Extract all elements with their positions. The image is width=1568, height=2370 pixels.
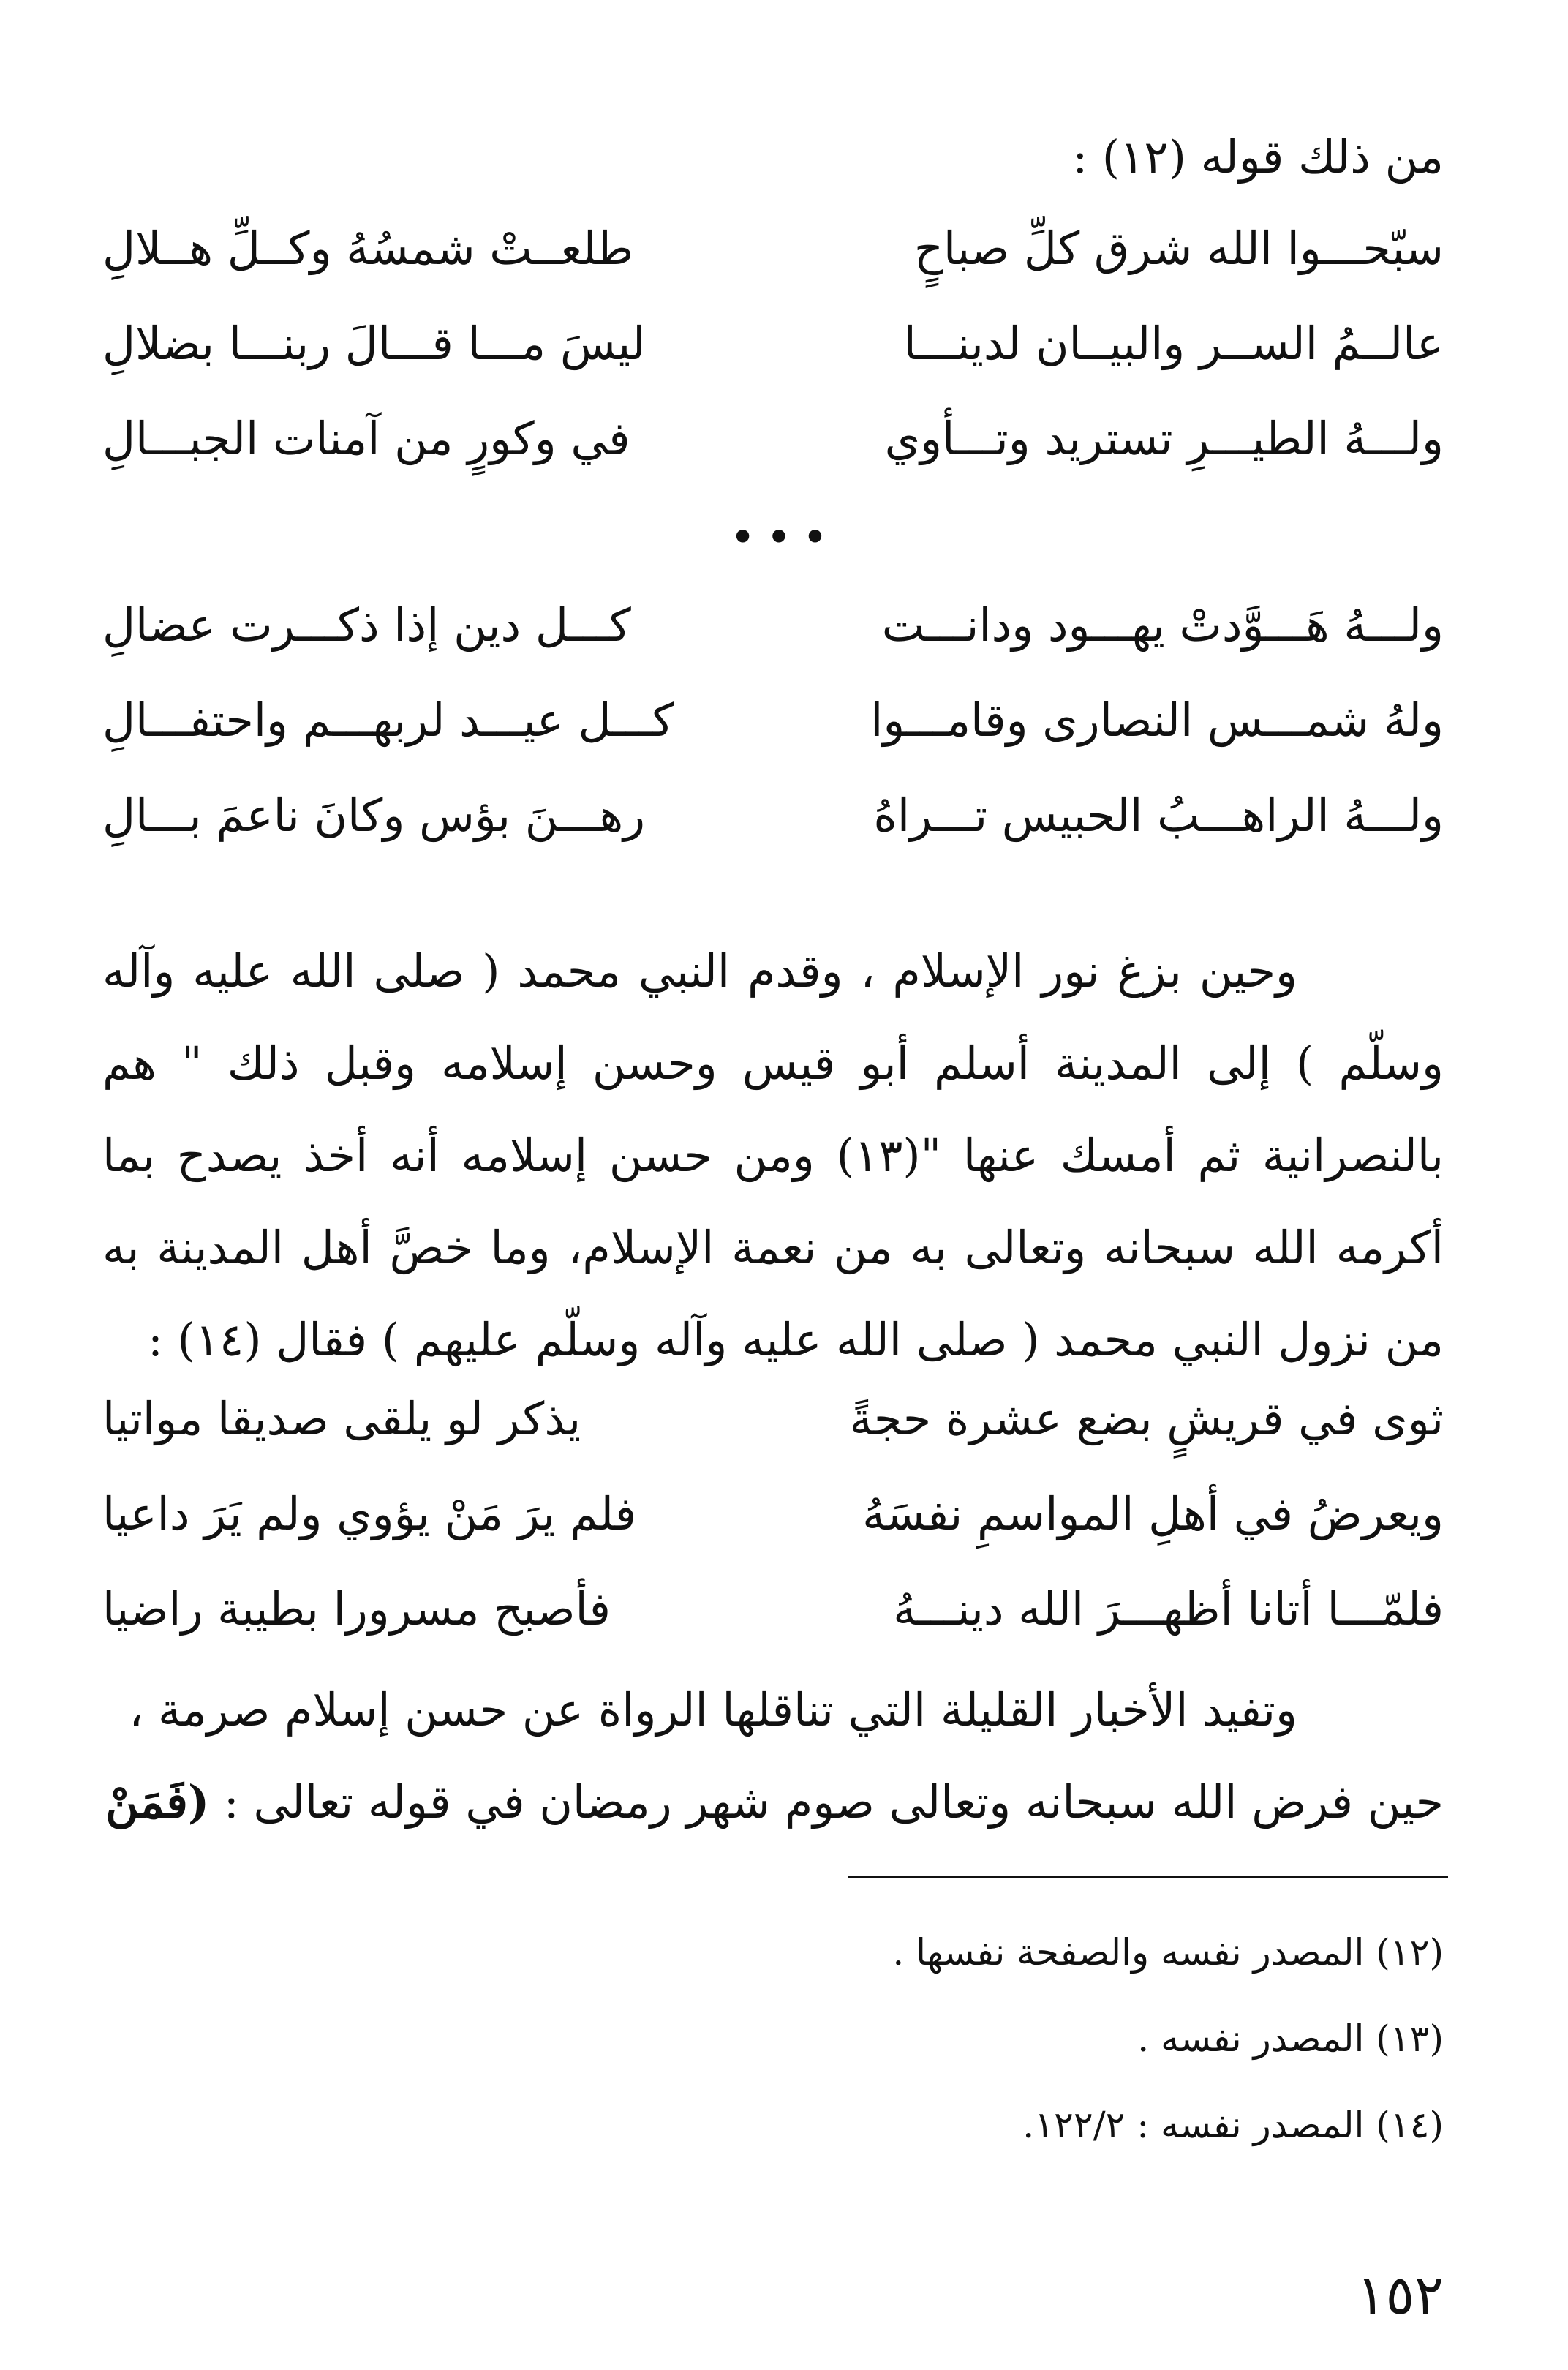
verse-second-hemistich: كـــل عيـــد لربهـــم واحتفـــالِ bbox=[102, 693, 674, 747]
verse-first-hemistich: ويعرضُ في أهلِ المواسمِ نفسَهُ bbox=[862, 1487, 1444, 1540]
footnote-divider bbox=[848, 1876, 1448, 1878]
verse-second-hemistich: فأصبح مسرورا بطيبة راضيا bbox=[102, 1582, 611, 1636]
footnote: (١٢) المصدر نفسه والصفحة نفسها . bbox=[892, 1931, 1444, 1974]
page-number: ١٥٢ bbox=[1356, 2264, 1444, 2327]
body-paragraph bbox=[102, 925, 1444, 1386]
paragraph-text-segment: حين فرض الله سبحانه وتعالى صوم شهر رمضان في قوله تعالى : bbox=[223, 1775, 1444, 1829]
verse-second-hemistich: في وكورٍ من آمنات الجبـــالِ bbox=[102, 412, 630, 465]
verse-line bbox=[102, 596, 1444, 655]
intro-line: من ذلك قوله (١٢) : bbox=[1072, 130, 1444, 184]
verse-line bbox=[102, 1485, 1444, 1543]
verse-line bbox=[102, 786, 1444, 845]
section-separator: ••• bbox=[729, 512, 839, 563]
verse-line bbox=[102, 1390, 1444, 1448]
verse-first-hemistich: سبّحـــوا الله شرق كلِّ صباحٍ bbox=[913, 222, 1444, 275]
verse-first-hemistich: ثوى في قريشٍ بضع عشرة حجةً bbox=[849, 1392, 1444, 1445]
paragraph-text: وحين بزغ نور الإسلام ، وقدم النبي محمد ( صلى الله عليه وآله وسلّم ) إلى المدينة أسلم أبو قيس وحسن إسلامه وقبل ذلك " هم بالنصرانية ثم أمسك عنها "(١٣) ومن حسن إسلامه أنه أخذ يصدح بما أكرمه الله سبحانه وتعالى به من نعمة الإسلام، وما خصَّ أهل المدينة به من نزول النبي محمد ( صلى الله عليه وآله وسلّم عليهم ) فقال (١٤) : bbox=[102, 944, 1444, 1366]
verse-first-hemistich: ولهُ شمـــس النصارى وقامـــوا bbox=[870, 693, 1444, 747]
verse-line bbox=[102, 691, 1444, 750]
verse-first-hemistich: فلمّـــا أتانا أظهـــرَ الله دينـــهُ bbox=[893, 1582, 1444, 1636]
paragraph-text bbox=[102, 1756, 1444, 1848]
verse-second-hemistich: ليسَ مـــا قـــالَ ربنـــا بضلالِ bbox=[102, 317, 646, 370]
verse-second-hemistich: طلعــتْ شمسُهُ وكــلِّ هــلالِ bbox=[102, 222, 634, 275]
verse-second-hemistich: كـــل دين إذا ذكـــرت عضالِ bbox=[102, 598, 631, 652]
verse-second-hemistich: يذكر لو يلقى صديقا مواتيا bbox=[102, 1392, 581, 1445]
body-paragraph bbox=[102, 1664, 1444, 1848]
verse-first-hemistich: ولـــهُ الطيـــرِ تستريد وتـــأوي bbox=[884, 412, 1444, 465]
verse-first-hemistich: ولـــهُ هَـــوَّدتْ يهـــود ودانـــت bbox=[881, 598, 1444, 652]
footnote: (١٤) المصدر نفسه : ١٢٢/٢. bbox=[1022, 2104, 1444, 2146]
verse-first-hemistich: عالــمُ الســر والبيــان لدينـــا bbox=[903, 317, 1444, 370]
paragraph-text: وتفيد الأخبار القليلة التي تناقلها الرواة عن حسن إسلام صرمة ، bbox=[129, 1683, 1297, 1737]
verse-second-hemistich: رهـــنَ بؤس وكانَ ناعمَ بـــالِ bbox=[102, 789, 646, 842]
footnote: (١٣) المصدر نفسه . bbox=[1137, 2017, 1444, 2060]
verse-line bbox=[102, 1580, 1444, 1639]
verse-first-hemistich: ولـــهُ الراهـــبُ الحبيس تـــراهُ bbox=[873, 789, 1444, 842]
quran-quote-start: (فَمَنْ bbox=[105, 1775, 210, 1829]
verse-line bbox=[102, 315, 1444, 373]
footnotes bbox=[892, 1909, 1444, 2168]
verse-line bbox=[102, 410, 1444, 468]
verse-second-hemistich: فلم يرَ مَنْ يؤوي ولم يَرَ داعيا bbox=[102, 1487, 637, 1540]
verse-line bbox=[102, 219, 1444, 278]
